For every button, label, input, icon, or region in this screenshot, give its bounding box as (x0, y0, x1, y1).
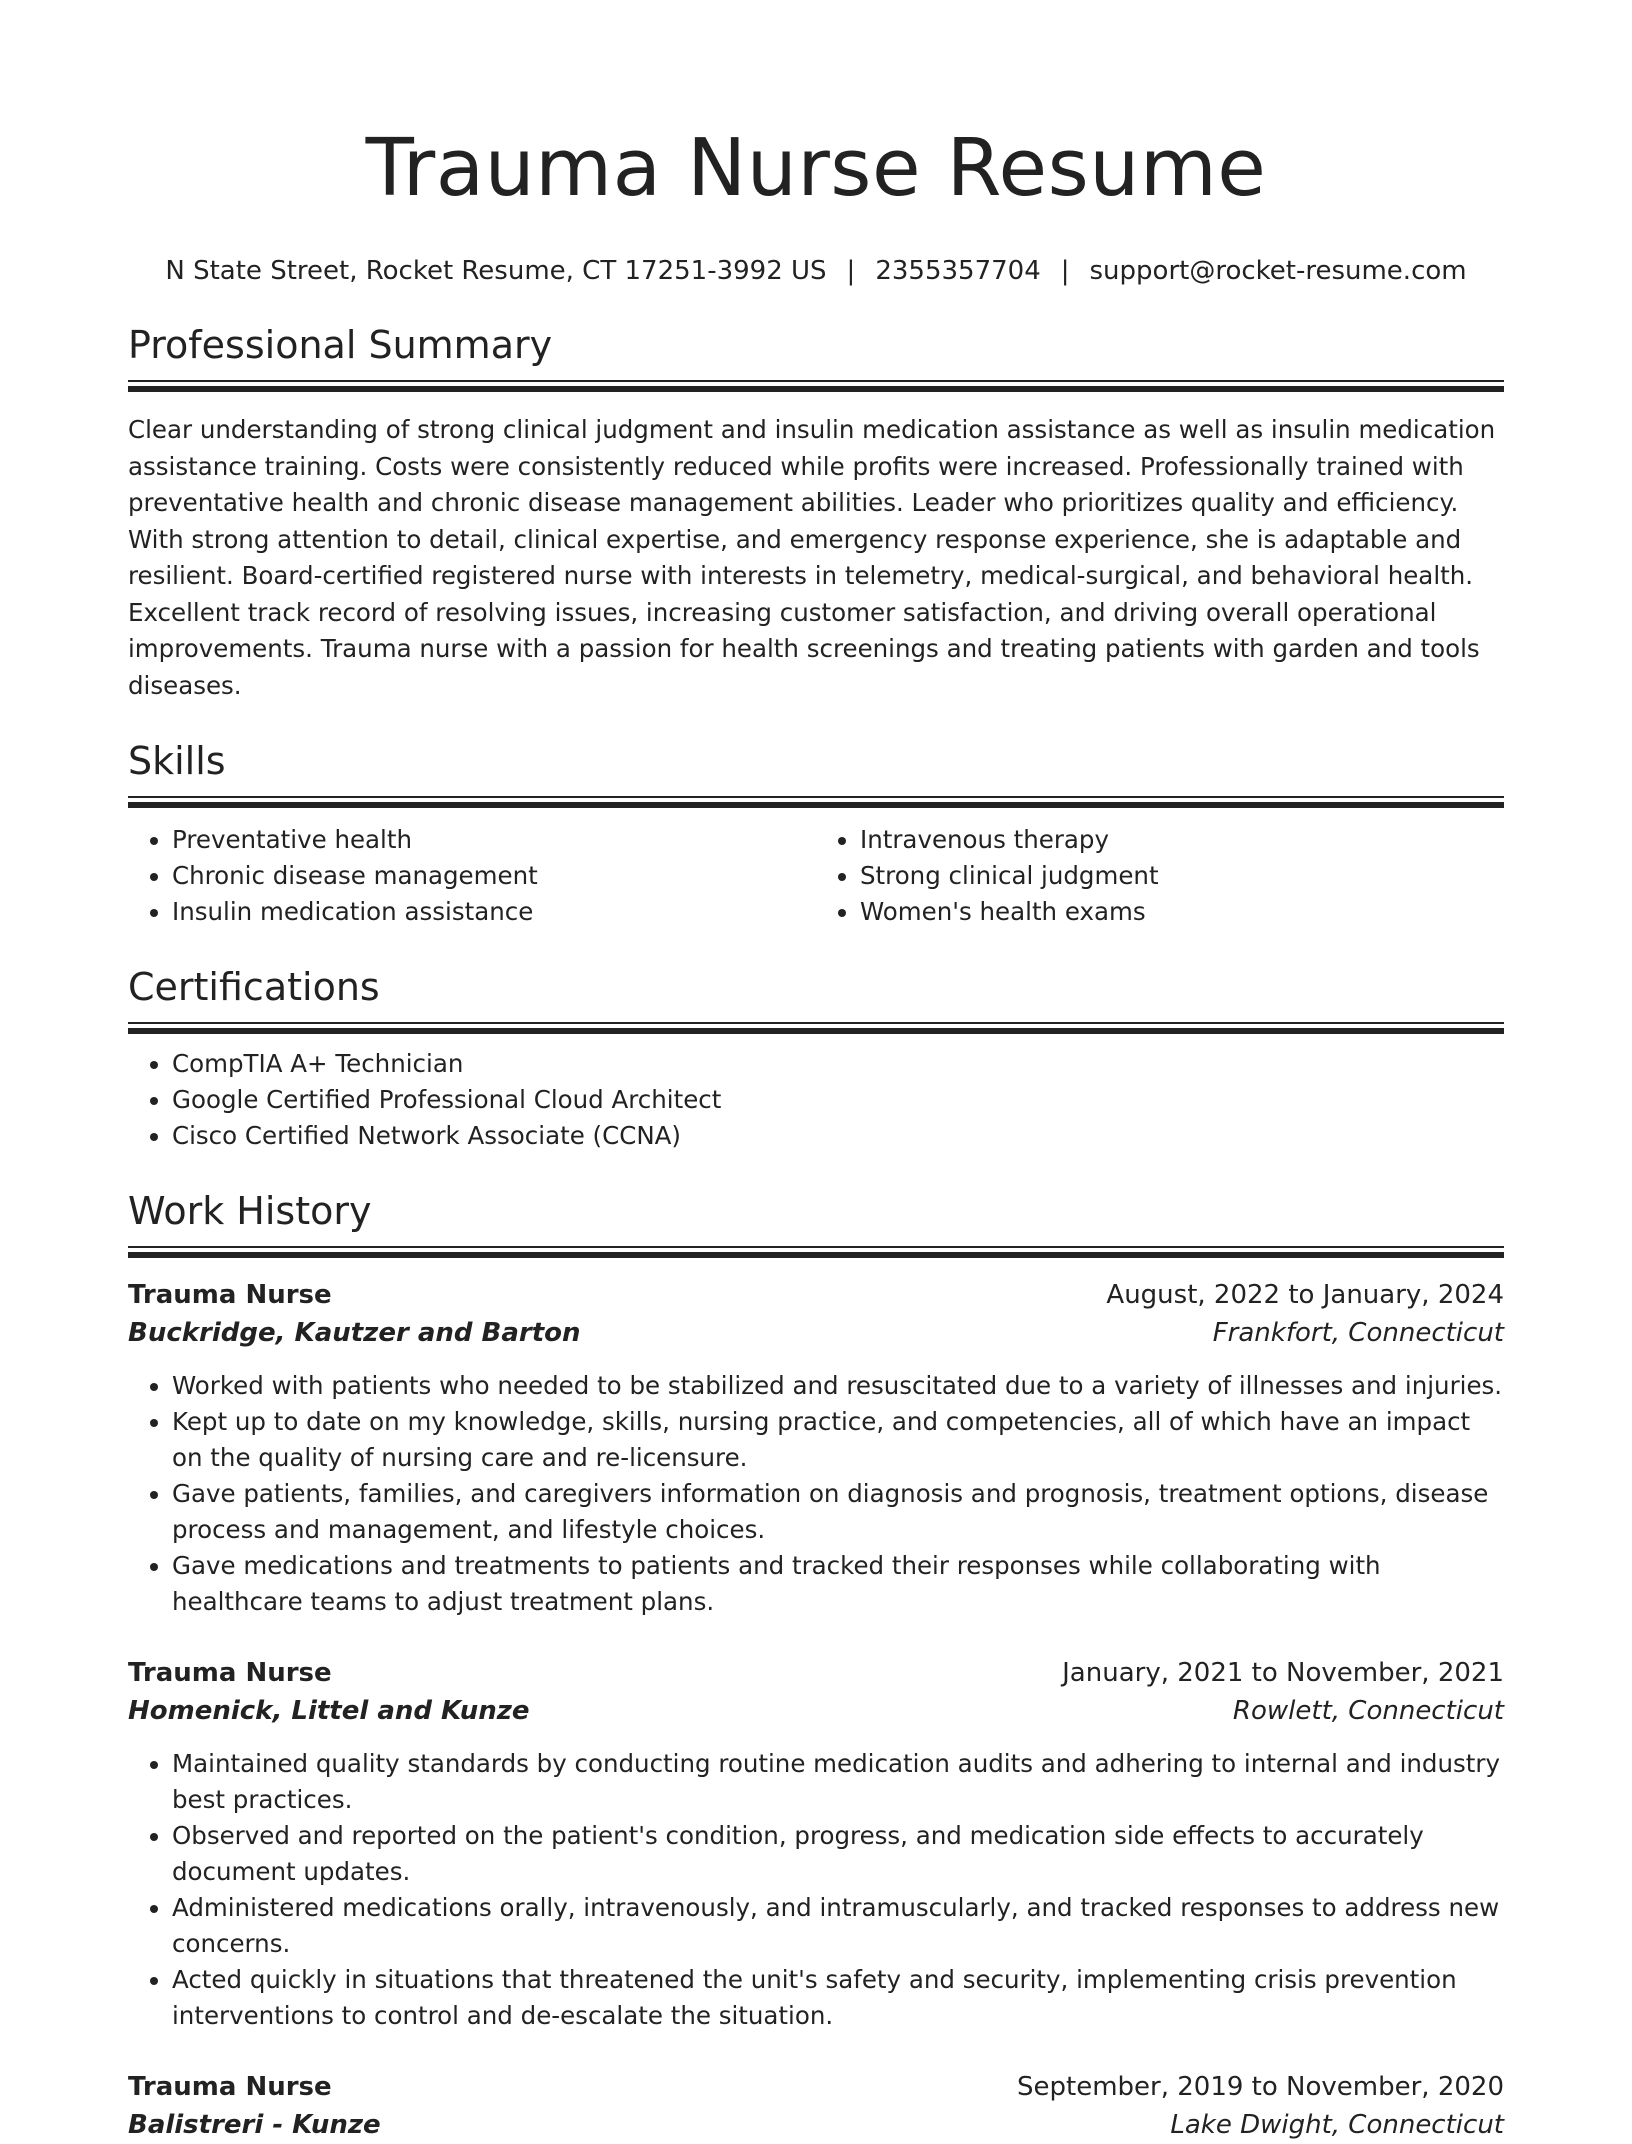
certifications-section (128, 964, 1504, 1154)
job-company: Buckridge, Kautzer and Barton (128, 1318, 581, 1348)
section-divider (128, 1022, 1504, 1034)
summary-heading: Professional Summary (128, 323, 553, 367)
work-history-section (128, 1188, 1504, 2144)
skill-item: • Chronic disease management (172, 858, 816, 894)
job-dates: September, 2019 to November, 2020 (1017, 2072, 1504, 2102)
job-title: Trauma Nurse (128, 1658, 332, 1688)
job-entry (128, 2068, 1504, 2144)
job-header-row (128, 1276, 1504, 1314)
job-company: Balistreri - Kunze (128, 2110, 381, 2140)
job-location: Lake Dwight, Connecticut (1170, 2110, 1504, 2140)
section-divider (128, 380, 1504, 392)
job-dates: January, 2021 to November, 2021 (1062, 1658, 1504, 1688)
job-company: Homenick, Littel and Kunze (128, 1696, 530, 1726)
page-title: Trauma Nurse Resume (365, 122, 1267, 214)
contact-line (128, 254, 1504, 288)
job-title: Trauma Nurse (128, 2072, 332, 2102)
skill-item: • Intravenous therapy (860, 822, 1504, 858)
contact-separator: | (1060, 256, 1070, 286)
certification-item: • CompTIA A+ Technician (172, 1046, 1504, 1082)
job-duty: • Maintained quality standards by conducting routine medication audits and adhering to internal and industry best practices. (172, 1746, 1504, 1818)
job-header-row (128, 1654, 1504, 1692)
certification-item: • Google Certified Professional Cloud Architect (172, 1082, 1504, 1118)
skills-list-right (816, 822, 1504, 930)
skills-heading: Skills (128, 739, 226, 783)
job-dates: August, 2022 to January, 2024 (1106, 1280, 1504, 1310)
job-duty: • Administered medications orally, intravenously, and intramuscularly, and tracked responses to address new concerns. (172, 1890, 1504, 1962)
skills-grid (128, 808, 1504, 930)
section-divider (128, 1246, 1504, 1258)
certifications-heading: Certifications (128, 965, 380, 1009)
job-duties-list (128, 1746, 1504, 2034)
job-entry (128, 1654, 1504, 2034)
job-company-row (128, 1314, 1504, 1352)
job-duty: • Gave patients, families, and caregivers information on diagnosis and prognosis, treatment options, disease process and management, and lifestyle choices. (172, 1476, 1504, 1548)
section-divider (128, 796, 1504, 808)
job-title: Trauma Nurse (128, 1280, 332, 1310)
work-history-heading: Work History (128, 1189, 372, 1233)
job-duty: • Kept up to date on my knowledge, skills, nursing practice, and competencies, all of which have an impact on the quality of nursing care and re-licensure. (172, 1404, 1504, 1476)
skills-list-left (128, 822, 816, 930)
contact-phone: 2355357704 (875, 256, 1041, 286)
skill-item: • Insulin medication assistance (172, 894, 816, 930)
job-header-row (128, 2068, 1504, 2106)
summary-section (128, 322, 1504, 704)
summary-text: Clear understanding of strong clinical judgment and insulin medication assistance as well as insulin medication assistance training. Costs were consistently reduced while profits were increased. Professionally trained with preventative health and chronic disease management abilities. Leader who prioritizes quality and efficiency. With strong attention to detail, clinical expertise, and emergency response experience, she is adaptable and resilient. Board-certified registered nurse with interests in telemetry, medical-surgical, and behavioral health. Excellent track record of resolving issues, increasing customer satisfaction, and driving overall operational improvements. Trauma nurse with a passion for health screenings and treating patients with garden and tools diseases. (128, 415, 1496, 700)
job-duty: • Worked with patients who needed to be stabilized and resuscitated due to a variety of illnesses and injuries. (172, 1368, 1504, 1404)
contact-address: N State Street, Rocket Resume, CT 17251-3992 US (165, 256, 827, 286)
skills-section (128, 738, 1504, 930)
job-duty: • Observed and reported on the patient's condition, progress, and medication side effects to accurately document updates. (172, 1818, 1504, 1890)
skill-item: • Strong clinical judgment (860, 858, 1504, 894)
certification-item: • Cisco Certified Network Associate (CCNA) (172, 1118, 1504, 1154)
job-company-row (128, 1692, 1504, 1730)
job-duties-list (128, 1368, 1504, 1620)
job-duty: • Acted quickly in situations that threatened the unit's safety and security, implementing crisis prevention interventions to control and de-escalate the situation. (172, 1962, 1504, 2034)
skill-item: • Preventative health (172, 822, 816, 858)
contact-email: support@rocket-resume.com (1089, 256, 1467, 286)
job-location: Frankfort, Connecticut (1212, 1318, 1504, 1348)
certifications-list (128, 1046, 1504, 1154)
job-entry (128, 1276, 1504, 1620)
job-duty: • Gave medications and treatments to patients and tracked their responses while collaborating with healthcare teams to adjust treatment plans. (172, 1548, 1504, 1620)
job-location: Rowlett, Connecticut (1232, 1696, 1504, 1726)
contact-separator: | (846, 256, 856, 286)
skill-item: • Women's health exams (860, 894, 1504, 930)
